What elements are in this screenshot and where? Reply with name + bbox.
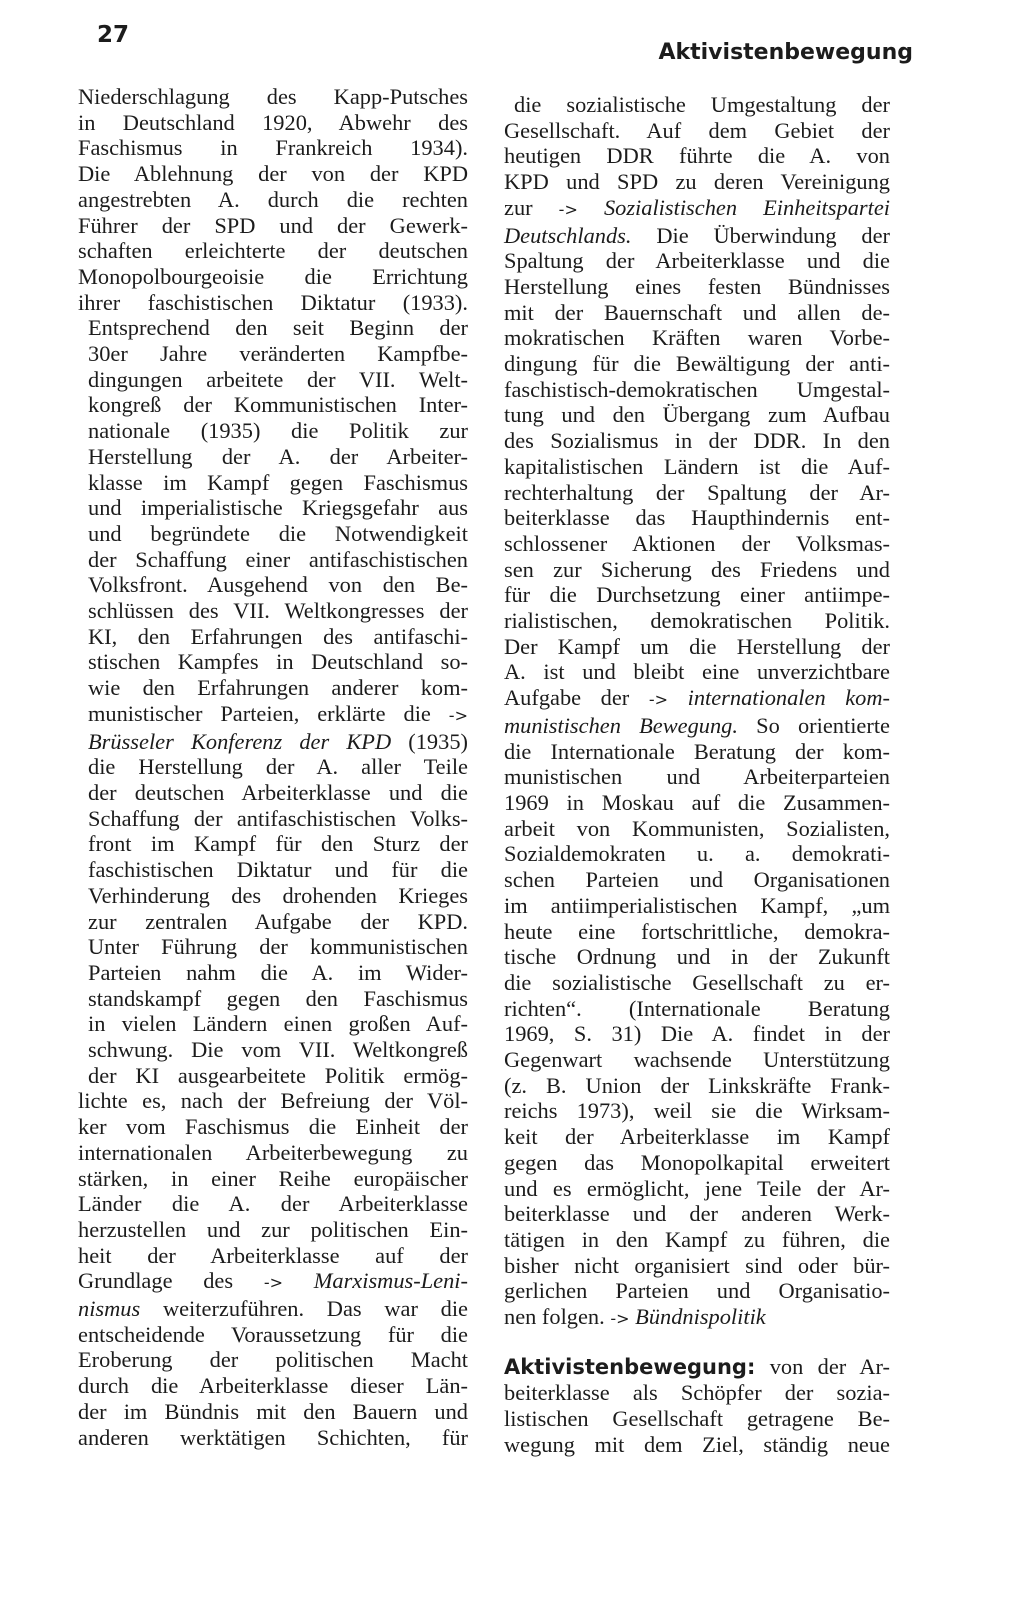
text-line: beiterklasse als Schöpfer der sozia- (504, 1380, 890, 1406)
text-segment: So orientierte (756, 712, 890, 738)
text-line: stischen Kampfes in Deutschland so- (88, 649, 468, 675)
text-line: Führer der SPD und der Gewerk- (78, 212, 468, 238)
text-line: Faschismus in Frankreich 1934). (78, 135, 468, 161)
text-segment: Grundlage des (78, 1268, 234, 1294)
text-line (504, 1354, 890, 1381)
text-line: Die Ablehnung der von der KPD (78, 161, 468, 187)
text-line: richten“. (Internationale Beratung (504, 995, 890, 1021)
text-line: kongreß der Kommunistischen Inter- (88, 392, 468, 418)
text-line: die Internationale Beratung der kom- (504, 738, 890, 764)
text-line: lichte es, nach der Befreiung der Völ- (78, 1088, 468, 1114)
text-line: Niederschlagung des Kapp-Putsches (78, 84, 468, 109)
text-line: sen zur Sicherung des Friedens und (504, 556, 890, 582)
left-column (78, 84, 468, 1450)
text-line (504, 685, 890, 713)
text-line: rechterhaltung der Spaltung der Ar- (504, 479, 890, 505)
text-line: A. ist und bleibt eine unverzichtbare (504, 659, 890, 685)
text-line: Der Kampf um die Herstellung der (504, 633, 890, 659)
text-line: stärken, in einer Reihe europäischer (78, 1165, 468, 1191)
text-line: der deutschen Arbeiterklasse und die (88, 779, 468, 805)
text-line: gegen das Monopolkapital erweitert (504, 1149, 890, 1175)
text-line: Entsprechend den seit Beginn der (88, 315, 468, 341)
text-line: schwung. Die vom VII. Weltkongreß (88, 1037, 468, 1063)
text-line (78, 1296, 468, 1322)
text-line: des Sozialismus in der DDR. In den (504, 428, 890, 454)
text-line: die sozialistische Umgestaltung der (514, 92, 890, 117)
text-line: arbeit von Kommunisten, Sozialisten, (504, 815, 890, 841)
text-line: Volksfront. Ausgehend von den Be- (88, 572, 468, 598)
text-line: standskampf gegen den Faschismus (88, 985, 468, 1011)
text-line: tung und den Übergang zum Aufbau (504, 402, 890, 428)
text-line: front im Kampf für den Sturz der (88, 831, 468, 857)
text-line: (z. B. Union der Linkskräfte Frank- (504, 1072, 890, 1098)
text-line: dingungen arbeitete der VII. Welt- (88, 366, 468, 392)
text-line (504, 223, 890, 249)
cross-reference-link[interactable]: Brüsseler Konferenz der KPD (88, 728, 392, 754)
text-line: mit der Bauernschaft und allen de- (504, 299, 890, 325)
text-line: ker vom Faschismus die Einheit der (78, 1114, 468, 1140)
text-line: der im Bündnis mit den Bauern und (78, 1398, 468, 1424)
text-line: heutigen DDR führte die A. von (504, 143, 890, 169)
text-line: munistischen und Arbeiterparteien (504, 764, 890, 790)
text-line: Unter Führung der kommunistischen (88, 934, 468, 960)
cross-reference-link[interactable]: munistischen Bewegung. (504, 712, 738, 738)
text-segment: weiterzuführen. Das war die (162, 1296, 468, 1322)
text-line (504, 1304, 890, 1332)
text-line: die Herstellung der A. aller Teile (88, 754, 468, 780)
text-line: KPD und SPD zu deren Vereinigung (504, 169, 890, 195)
text-line: klasse im Kampf gegen Faschismus (88, 469, 468, 495)
text-line: für die Durchsetzung einer antiimpe- (504, 582, 890, 608)
text-line (78, 701, 468, 729)
text-line: in Deutschland 1920, Abwehr des (78, 109, 468, 135)
text-segment: Aufgabe der (504, 685, 630, 711)
text-segment: von der Ar- (769, 1353, 890, 1379)
text-segment: (1935) (408, 728, 468, 754)
text-line: Gegenwart wachsende Unterstützung (504, 1047, 890, 1073)
cross-reference-link[interactable]: Marxismus-Leni- (313, 1268, 468, 1294)
text-line: mokratischen Kräften waren Vorbe- (504, 325, 890, 351)
text-line: internationalen Arbeiterbewegung zu (78, 1139, 468, 1165)
text-line (78, 1268, 468, 1296)
text-line: die sozialistische Gesellschaft zu er- (504, 969, 890, 995)
text-line: schaften erleichterte der deutschen (78, 238, 468, 264)
text-line: tische Ordnung und in der Zukunft (504, 944, 890, 970)
text-line: beiterklasse das Haupthindernis ent- (504, 505, 890, 531)
entry-keyword: Aktivistenbewegung: (504, 1354, 756, 1379)
page-number: 27 (97, 22, 130, 48)
text-line: Herstellung eines festen Bündnisses (504, 273, 890, 299)
text-line: in vielen Ländern einen großen Auf- (88, 1011, 468, 1037)
text-segment: Die Überwindung der (656, 222, 890, 248)
text-line (504, 195, 890, 223)
text-line: bisher nicht organisiert sind oder bür- (504, 1252, 890, 1278)
text-line: schlüssen des VII. Weltkongresses der (88, 598, 468, 624)
text-line: kapitalistischen Ländern ist die Auf- (504, 453, 890, 479)
text-segment: nen folgen. (504, 1304, 605, 1330)
text-segment: munistischer Parteien, erklärte die (88, 700, 431, 726)
cross-reference-link[interactable]: nismus (78, 1296, 141, 1322)
text-segment: zur (504, 194, 533, 220)
text-line: wie den Erfahrungen anderer kom- (88, 675, 468, 701)
arrow-icon: -> (448, 705, 468, 725)
cross-reference-link[interactable]: Deutschlands. (504, 222, 632, 248)
text-line: 1969 in Moskau auf die Zusammen- (504, 789, 890, 815)
text-line: und es ermöglicht, jene Teile der Ar- (504, 1175, 890, 1201)
text-line: tätigen in den Kampf zu führen, die (504, 1226, 890, 1252)
cross-reference-link[interactable]: Sozialistischen Einheitspartei (603, 194, 890, 220)
right-column (504, 92, 890, 1458)
text-line: Spaltung der Arbeiterklasse und die (504, 248, 890, 274)
text-line: Parteien nahm die A. im Wider- (88, 959, 468, 985)
text-line: Monopolbourgeoisie die Errichtung (78, 263, 468, 289)
text-line: der Schaffung einer antifaschistischen (88, 546, 468, 572)
text-line: der KI ausgearbeitete Politik ermög- (88, 1062, 468, 1088)
text-line: 30er Jahre veränderten Kampfbe- (88, 341, 468, 367)
text-line: Schaffung der antifaschistischen Volks- (88, 805, 468, 831)
text-line: durch die Arbeiterklasse dieser Län- (78, 1373, 468, 1399)
text-line: nationale (1935) die Politik zur (88, 418, 468, 444)
text-line: Herstellung der A. der Arbeiter- (88, 443, 468, 469)
text-line: Eroberung der politischen Macht (78, 1347, 468, 1373)
text-line: beiterklasse und der anderen Werk- (504, 1201, 890, 1227)
text-line: schen Parteien und Organisationen (504, 867, 890, 893)
text-line: angestrebten A. durch die rechten (78, 186, 468, 212)
text-line: KI, den Erfahrungen des antifaschi- (88, 623, 468, 649)
text-line: 1969, S. 31) Die A. findet in der (504, 1021, 890, 1047)
text-line: entscheidende Voraussetzung für die (78, 1321, 468, 1347)
text-line: wegung mit dem Ziel, ständig neue (504, 1431, 890, 1457)
text-line: rialistischen, demokratischen Politik. (504, 608, 890, 634)
text-line: Länder die A. der Arbeiterklasse (78, 1191, 468, 1217)
text-line: gerlichen Parteien und Organisatio- (504, 1278, 890, 1304)
text-line: heute eine fortschrittliche, demokra- (504, 918, 890, 944)
arrow-icon: -> (558, 199, 578, 219)
text-line: im antiimperialistischen Kampf, „um (504, 892, 890, 918)
arrow-icon: -> (648, 690, 669, 710)
text-line (78, 729, 468, 755)
cross-reference-link[interactable]: Bündnispolitik (635, 1304, 766, 1330)
text-line: Verhinderung des drohenden Krieges (88, 882, 468, 908)
text-line: und begründete die Notwendigkeit (88, 520, 468, 546)
text-line: Sozialdemokraten u. a. demokrati- (504, 841, 890, 867)
arrow-icon: -> (610, 1309, 630, 1329)
text-line: reichs 1973), weil sie die Wirksam- (504, 1098, 890, 1124)
text-line: listischen Gesellschaft getragene Be- (504, 1406, 890, 1432)
text-line: keit der Arbeiterklasse im Kampf (504, 1124, 890, 1150)
text-line: schlossener Aktionen der Volksmas- (504, 530, 890, 556)
text-line: herzustellen und zur politischen Ein- (78, 1216, 468, 1242)
text-line: und imperialistische Kriegsgefahr aus (88, 495, 468, 521)
text-line (504, 713, 890, 739)
text-line: ihrer faschistischen Diktatur (1933). (78, 289, 468, 315)
text-line: heit der Arbeiterklasse auf der (78, 1242, 468, 1268)
text-line: zur zentralen Aufgabe der KPD. (88, 908, 468, 934)
running-head: Aktivistenbewegung (658, 40, 913, 65)
arrow-icon: -> (263, 1273, 284, 1293)
text-line: faschistischen Diktatur und für die (88, 857, 468, 883)
text-line: anderen werktätigen Schichten, für (78, 1424, 468, 1450)
text-line: Gesellschaft. Auf dem Gebiet der (504, 117, 890, 143)
cross-reference-link[interactable]: internationalen kom- (687, 685, 890, 711)
text-line: faschistisch-demokratischen Umgestal- (504, 376, 890, 402)
dictionary-entry (504, 1354, 890, 1458)
text-line: dingung für die Bewältigung der anti- (504, 351, 890, 377)
